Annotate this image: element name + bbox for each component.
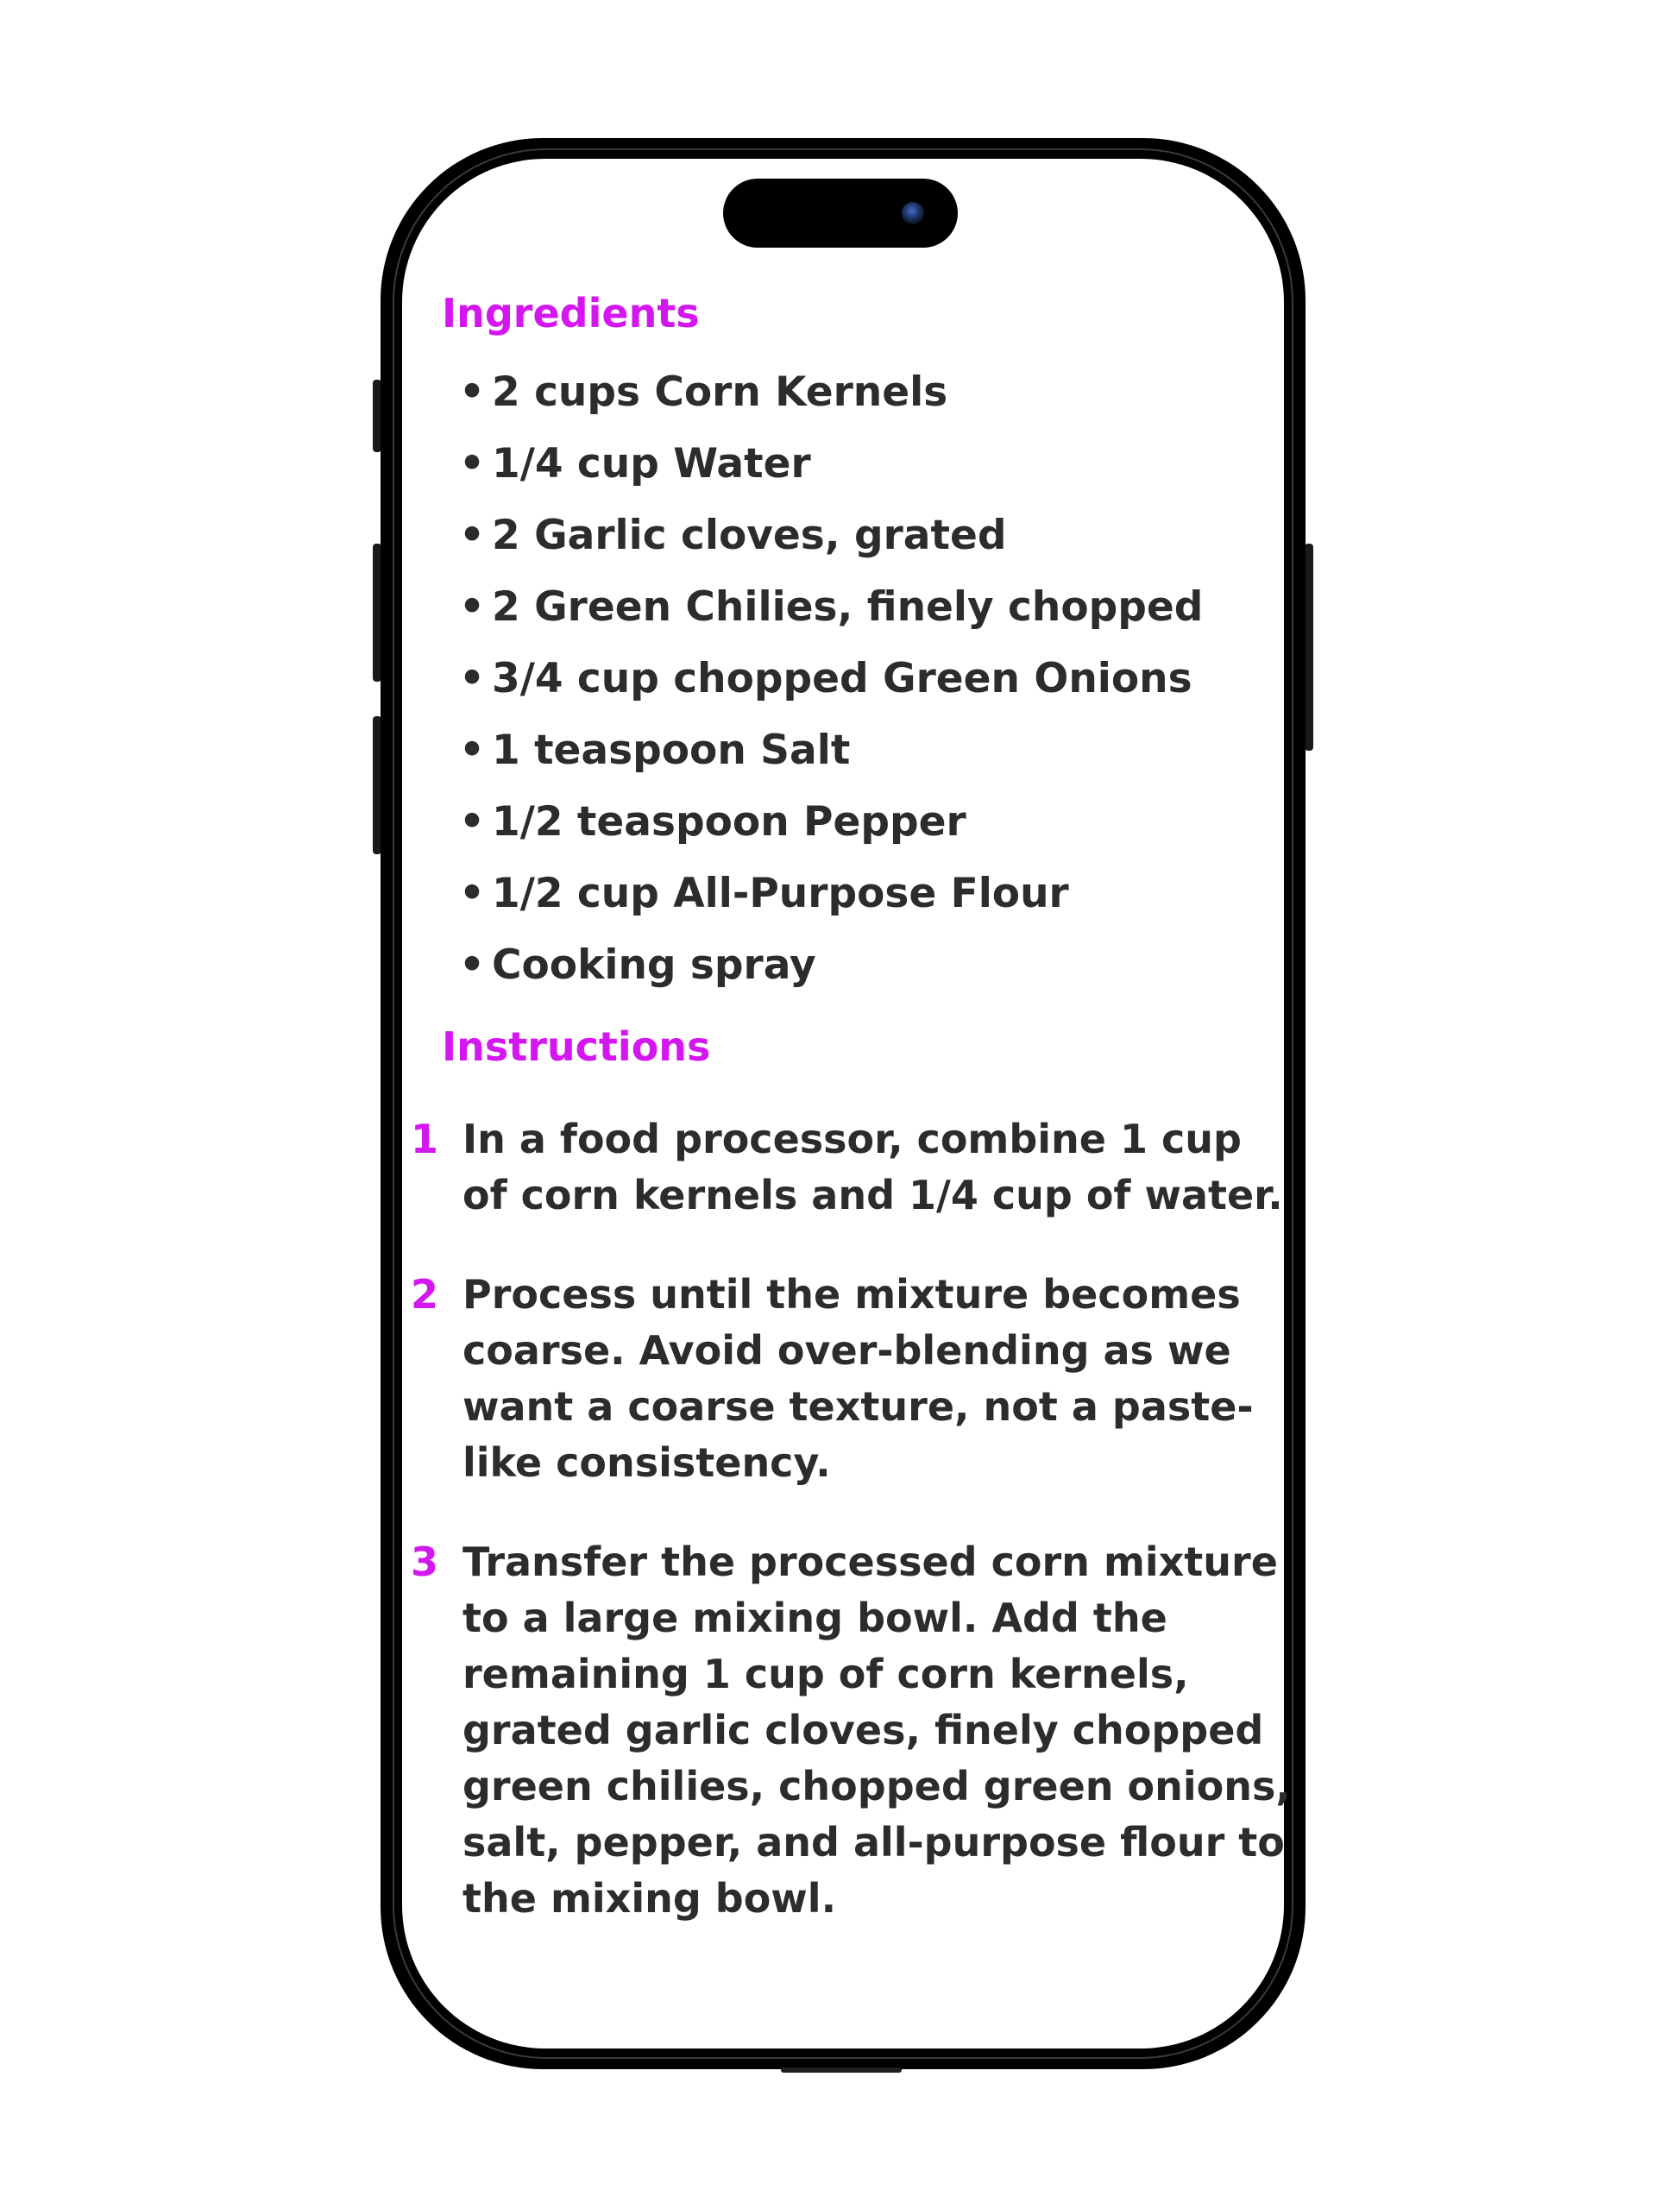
list-item <box>459 786 1203 858</box>
bullet-icon: • <box>459 870 486 917</box>
home-indicator <box>781 2067 902 2073</box>
ingredient-text: 3/4 cup chopped Green Onions <box>492 655 1192 702</box>
list-item <box>459 714 1203 786</box>
bullet-icon: • <box>459 941 486 989</box>
list-item <box>459 356 1203 428</box>
ingredient-text: 1/4 cup Water <box>492 440 811 488</box>
ingredient-text: 1/2 teaspoon Pepper <box>492 798 966 846</box>
bullet-icon: • <box>459 583 486 631</box>
ingredients-heading: Ingredients <box>442 290 700 337</box>
list-item <box>459 500 1203 571</box>
instructions-list <box>411 1111 1291 1970</box>
list-item <box>459 643 1203 714</box>
step-text: Transfer the processed corn mixture to a large mixing bowl. Add the remaining 1 cup of corn kernels, grated garlic cloves, finely chopped green chilies, chopped green onions, salt, pepper, and all-purpose flour to the mixing bowl. <box>462 1539 1291 1922</box>
list-item <box>459 571 1203 643</box>
front-camera-icon <box>902 202 924 224</box>
instructions-heading: Instructions <box>442 1023 711 1070</box>
bullet-icon: • <box>459 368 486 416</box>
bullet-icon: • <box>459 727 486 774</box>
ingredient-text: Cooking spray <box>492 941 816 989</box>
list-item <box>459 428 1203 500</box>
list-item <box>459 929 1203 1001</box>
step-text: Process until the mixture becomes coarse. Avoid over-blending as we want a coarse texture, not a paste-like consistency. <box>462 1271 1254 1486</box>
step-number: 1 <box>411 1116 439 1162</box>
ingredient-text: 2 cups Corn Kernels <box>492 368 948 416</box>
instruction-step <box>411 1267 1282 1491</box>
power-button[interactable] <box>1305 544 1313 751</box>
ingredient-text: 2 Garlic cloves, grated <box>492 512 1007 559</box>
ingredients-list <box>459 356 1203 1001</box>
bullet-icon: • <box>459 512 486 559</box>
ingredient-text: 1 teaspoon Salt <box>492 727 851 774</box>
step-number: 3 <box>411 1539 439 1585</box>
list-item <box>459 858 1203 929</box>
ingredient-text: 2 Green Chilies, finely chopped <box>492 583 1204 631</box>
instruction-step <box>411 1534 1291 1927</box>
ingredient-text: 1/2 cup All-Purpose Flour <box>492 870 1069 917</box>
step-number: 2 <box>411 1271 439 1318</box>
bullet-icon: • <box>459 440 486 488</box>
bullet-icon: • <box>459 798 486 846</box>
bullet-icon: • <box>459 655 486 702</box>
instruction-step <box>411 1111 1282 1224</box>
step-text: In a food processor, combine 1 cup of corn kernels and 1/4 cup of water. <box>462 1116 1283 1218</box>
